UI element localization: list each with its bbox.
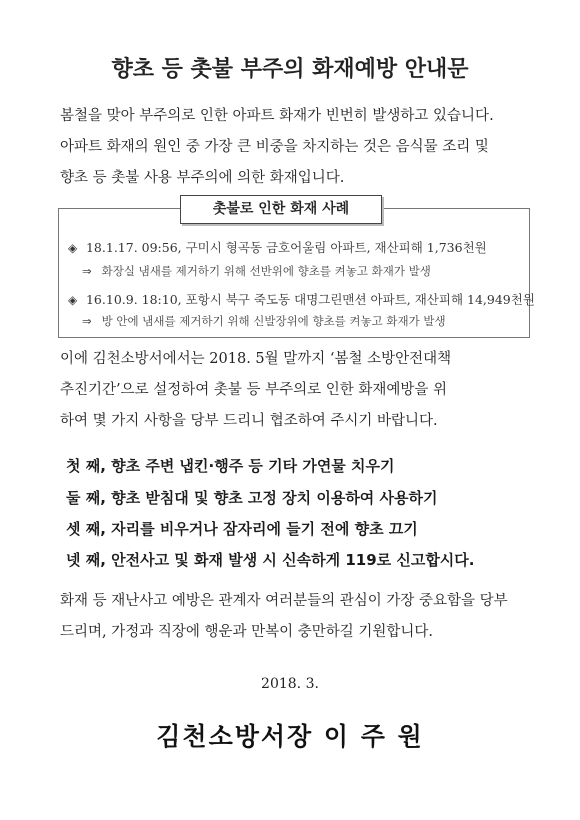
document-title: 향초 등 촛불 부주의 화재예방 안내문 (111, 57, 469, 82)
safety-item-fourth: 넷 째, 안전사고 및 화재 발생 시 신속하게 119로 신고합시다. (66, 551, 475, 569)
safety-item-second: 둘 째, 향초 받침대 및 향초 고정 장치 이용하여 사용하기 (66, 489, 438, 507)
closing-line: 드리며, 가정과 직장에 행운과 만복이 충만하길 기원합니다. (60, 624, 434, 640)
closing-line: 화재 등 재난사고 예방은 관계자 여러분들의 관심이 가장 중요함을 당부 (60, 593, 508, 609)
diamond-bullet-icon: ◈ (68, 241, 78, 255)
fire-case-detail (82, 263, 431, 279)
intro-line: 아파트 화재의 원인 중 가장 큰 비중을 차지하는 것은 음식물 조리 및 (60, 139, 489, 155)
signature: 김천소방서장 이 주 원 (156, 722, 424, 751)
closing-paragraph (60, 586, 530, 648)
fire-cases-heading: 촛불로 인한 화재 사례 (180, 195, 382, 224)
document-date: 2018. 3. (261, 676, 319, 692)
request-line: 추진기간’으로 설정하여 촛불 등 부주의로 인한 화재예방을 위 (60, 382, 448, 398)
fire-case-main: 18.1.17. 09:56, 구미시 형곡동 금호어울림 아파트, 재산피해 1,736천원 (85, 240, 487, 255)
intro-paragraph (60, 101, 530, 194)
safety-item-first: 첫 째, 향초 주변 냅킨·행주 등 기타 가연물 치우기 (66, 457, 395, 475)
request-paragraph (60, 344, 530, 437)
diamond-bullet-icon: ◈ (68, 293, 78, 307)
arrow-icon: ⇒ (82, 314, 92, 328)
request-line: 하여 몇 가지 사항을 당부 드리니 협조하여 주시기 바랍니다. (60, 413, 438, 429)
fire-case-detail-text: 방 안에 냄새를 제거하기 위해 신발장위에 향초를 켜놓고 화재가 발생 (101, 314, 446, 328)
arrow-icon: ⇒ (82, 264, 92, 278)
request-line: 이에 김천소방서에서는 2018. 5월 말까지 ‘봄철 소방안전대책 (60, 351, 452, 367)
fire-case-main: 16.10.9. 18:10, 포항시 북구 죽도동 대명그린맨션 아파트, 재산피해 14,949천원 (85, 292, 535, 307)
fire-case-item (68, 290, 535, 308)
fire-case-detail (82, 313, 446, 329)
fire-case-item (68, 238, 528, 256)
fire-case-detail-text: 화장실 냄새를 제거하기 위해 선반위에 향초를 켜놓고 화재가 발생 (101, 264, 431, 278)
intro-line: 향초 등 촛불 사용 부주의에 의한 화재입니다. (60, 170, 345, 186)
intro-line: 봄철을 맞아 부주의로 인한 아파트 화재가 빈번히 발생하고 있습니다. (60, 108, 494, 124)
safety-item-third: 셋 째, 자리를 비우거나 잠자리에 들기 전에 향초 끄기 (66, 520, 418, 538)
